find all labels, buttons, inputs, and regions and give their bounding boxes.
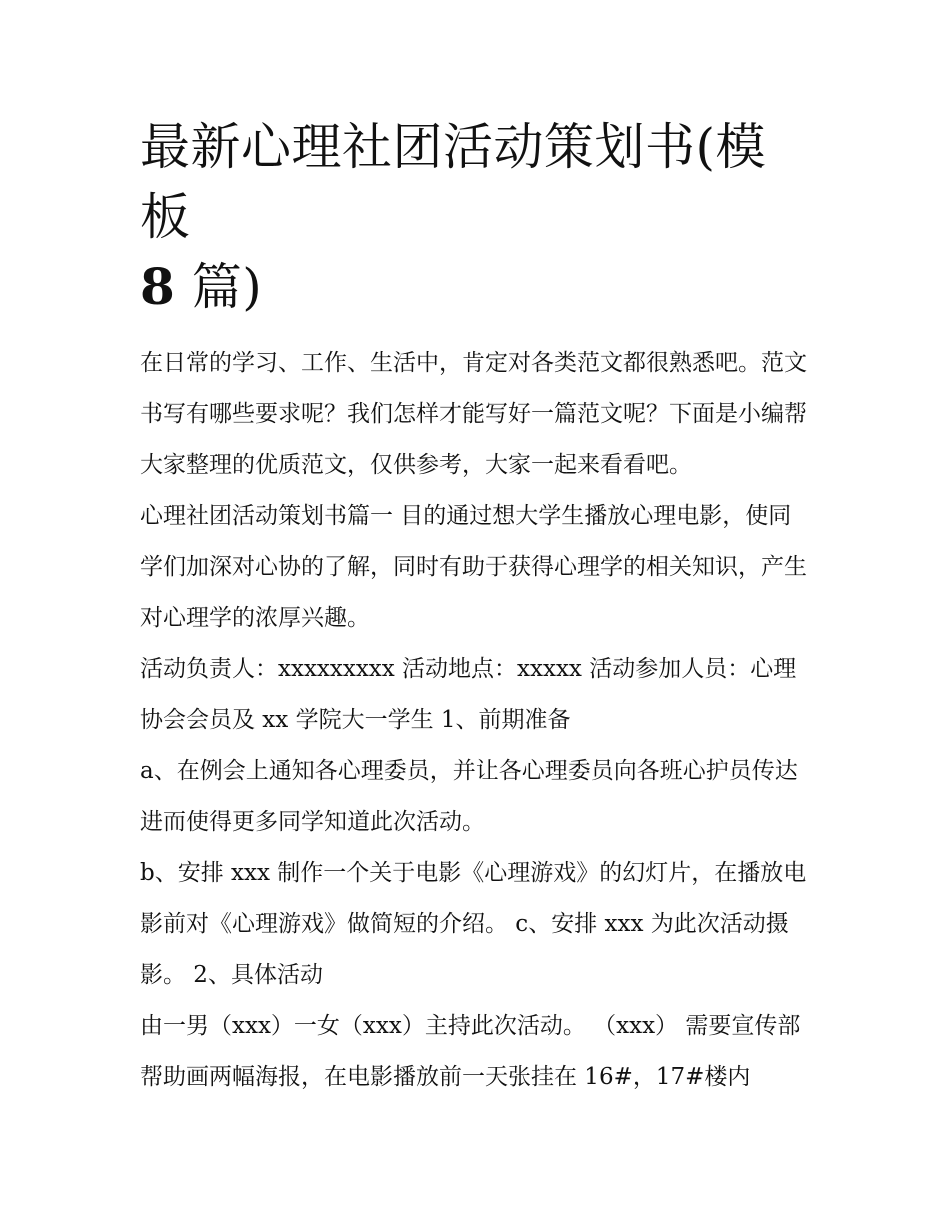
title-number: 8	[140, 257, 176, 316]
paragraph-organizer: 活动负责人：xxxxxxxxx 活动地点：xxxxx 活动参加人员：心理协会会员及 xx 学院大一学生 1、前期准备	[140, 656, 797, 733]
paragraph-prep-b: b、安排 xxx 制作一个关于电影《心理游戏》的幻灯片，在播放电影前对《心理游戏》做简短的介绍。 c、安排 xxx 为此次活动摄影。 2、具体活动	[140, 860, 807, 988]
paragraph-activity: 由一男（xxx）一女（xxx）主持此次活动。 （xxx） 需要宣传部帮助画两幅海报，在电影播放前一天张挂在 16#，17#楼内	[140, 1013, 801, 1090]
title-text-part1: 最新心理社团活动策划书(模板	[140, 118, 767, 246]
paragraph-prep-a: a、在例会上通知各心理委员，并让各心理委员向各班心护员传达进而使得更多同学知道此次活动。	[140, 758, 798, 835]
paragraph-purpose: 心理社团活动策划书篇一 目的通过想大学生播放心理电影，使同学们加深对心协的了解，同时有助于获得心理学的相关知识，产生对心理学的浓厚兴趣。	[140, 503, 807, 631]
document-body	[140, 338, 812, 1103]
title-text-part2: 篇)	[191, 258, 263, 316]
paragraph-intro: 在日常的学习、工作、生活中，肯定对各类范文都很熟悉吧。范文书写有哪些要求呢？我们怎样才能写好一篇范文呢？下面是小编帮大家整理的优质范文，仅供参考，大家一起来看看吧。	[140, 350, 807, 478]
document-content	[140, 112, 812, 1103]
document-title	[140, 112, 812, 322]
